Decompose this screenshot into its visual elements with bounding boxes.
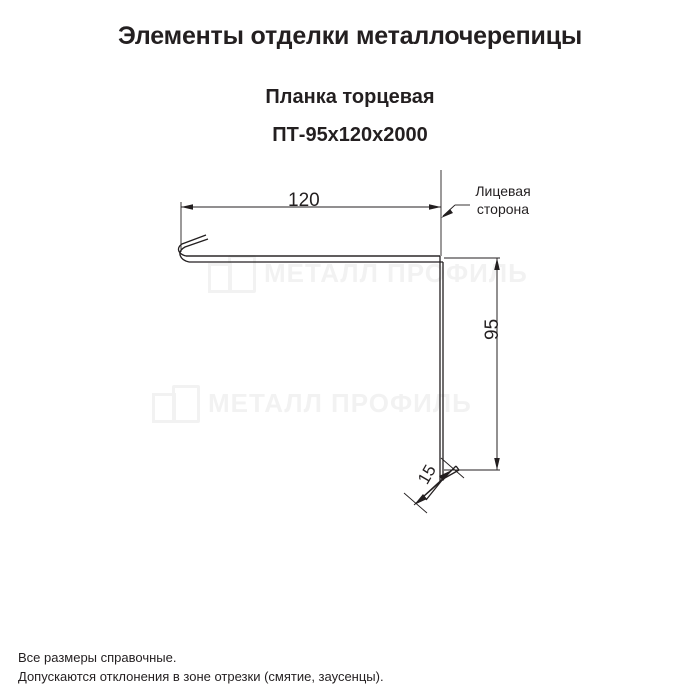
footer-line-2: Допускаются отклонения в зоне отрезки (смятие, заусенцы). [18,669,384,684]
watermark-text: МЕТАЛЛ ПРОФИЛЬ [208,387,472,418]
dimension-height-label: 95 [482,318,503,340]
face-side-annotation [458,182,548,218]
face-side-line2: сторона [476,201,530,217]
page-title: Элементы отделки металлочерепицы [117,22,583,50]
product-name: Планка торцевая [265,86,435,108]
dimension-width-label: 120 [288,190,320,211]
dimension-lip-label: 15 [414,461,440,488]
product-code: ПТ-95x120x2000 [272,124,428,146]
face-side-line1: Лицевая [475,183,531,199]
watermark-text: МЕТАЛЛ ПРОФИЛЬ [264,257,528,288]
footer-line-1: Все размеры справочные. [18,650,177,665]
footer-note [18,648,384,686]
